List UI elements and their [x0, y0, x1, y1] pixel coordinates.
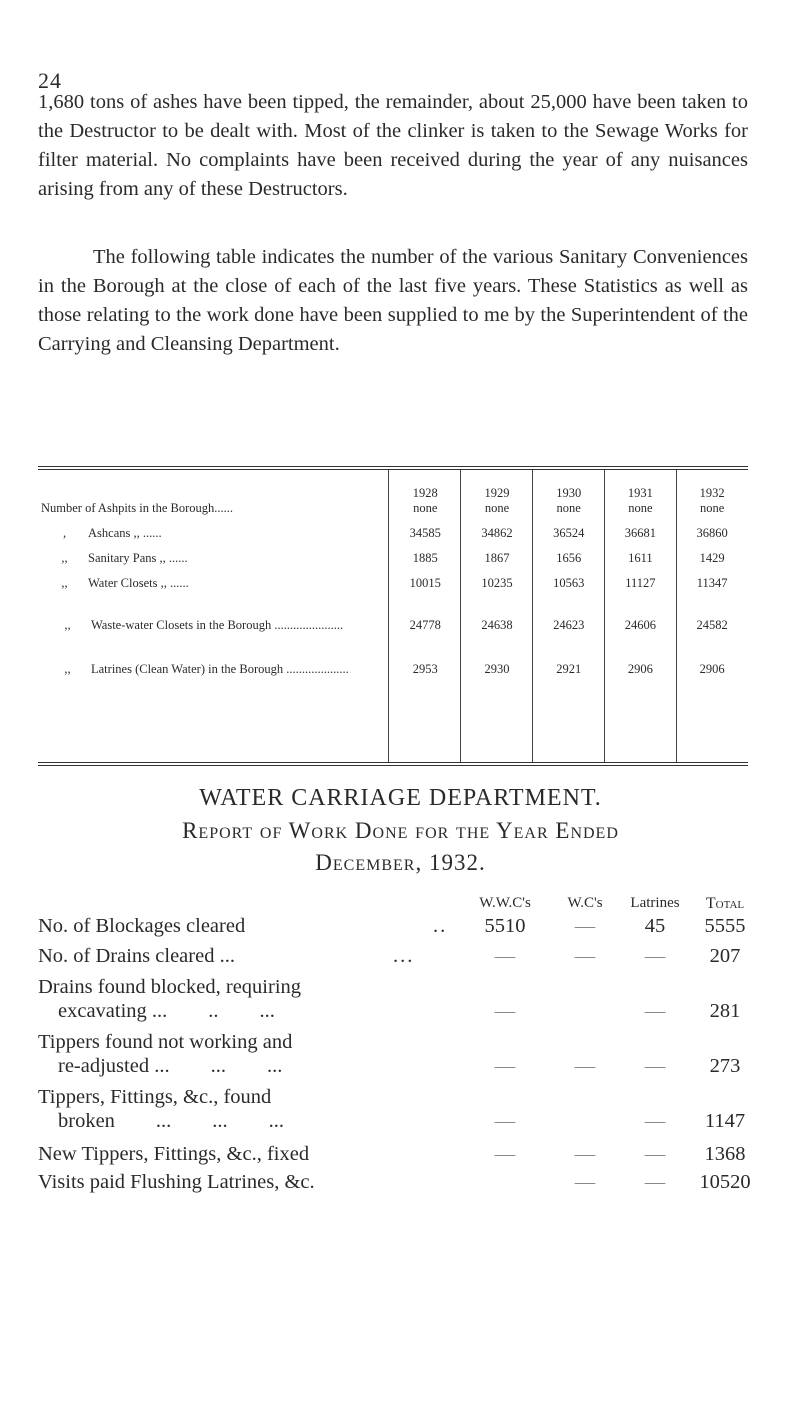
ditto-mark: ,	[62, 526, 67, 540]
table-cell	[38, 470, 389, 516]
row-label-sanitary-pans: Sanitary Pans ,, ......	[88, 551, 188, 565]
cell-wc: —	[574, 915, 596, 937]
row-label	[38, 1030, 458, 1078]
table-cell: 11127	[625, 576, 656, 590]
table-cell: 10015	[409, 576, 441, 590]
table-cell: 1885	[412, 551, 438, 565]
row-label-line1: Drains found blocked, requiring	[38, 976, 302, 998]
table-row	[38, 566, 748, 591]
table-cell: 24623	[553, 618, 585, 632]
cell-value: none	[484, 501, 510, 515]
report-row-visits-flushing	[38, 1170, 758, 1194]
table-cell	[533, 470, 605, 516]
cell-latrines: —	[644, 1055, 666, 1077]
cell-latrines: —	[644, 1110, 666, 1132]
column-header-wwc: W.W.C's	[479, 895, 531, 911]
table-cell: 36681	[624, 526, 657, 540]
report-row-tippers-broken	[38, 1085, 758, 1133]
table-cell: 36860	[696, 526, 728, 540]
table-cell	[38, 591, 389, 633]
cell-wwc: —	[494, 1000, 516, 1022]
row-label-waste-water-closets: Waste-water Closets in the Borough ......................	[91, 618, 344, 632]
table-cell: 2930	[484, 662, 510, 676]
table-cell	[38, 516, 389, 541]
cell-wwc: —	[494, 1143, 516, 1165]
cell-latrines: —	[644, 945, 666, 967]
row-label-line2: re-adjusted ... ... ...	[58, 1055, 283, 1077]
report-row-drains-blocked	[38, 975, 758, 1023]
table-bottom-rule	[38, 762, 748, 763]
table-cell: 11347	[696, 576, 728, 590]
table-cell: 36524	[553, 526, 585, 540]
year-header: 1930	[556, 486, 582, 500]
sanitary-conveniences-table	[38, 470, 748, 677]
row-label-line2: broken ... ... ...	[58, 1110, 285, 1132]
table-cell	[461, 470, 533, 516]
table-cell: 34862	[481, 526, 513, 540]
table-bottom-rule-inner	[38, 765, 748, 766]
row-label-ashcans: Ashcans ,, ......	[88, 526, 162, 540]
cell-total: 273	[709, 1055, 741, 1077]
column-header-latrines: Latrines	[630, 895, 680, 911]
cell-value: none	[556, 501, 581, 515]
row-label-latrines: Latrines (Clean Water) in the Borough ....................	[91, 662, 349, 676]
row-label	[38, 1085, 458, 1133]
row-label-water-closets: Water Closets ,, ......	[88, 576, 189, 590]
cell-latrines: 45	[644, 915, 666, 937]
table-cell: 1867	[484, 551, 510, 565]
table-cell: 2906	[627, 662, 653, 676]
paragraph-destructor: 1,680 tons of ashes have been tipped, the remainder, about 25,000 have been taken to the Destructor to be dealt with. Most of the clinker is taken to the Sewage Works for filter material. No complaints have been received during the year of any nuisances arising from any of these Destructors.	[38, 91, 748, 200]
table-cell: 24778	[409, 618, 441, 632]
page-number: 24	[38, 68, 62, 93]
cell-wwc: 5510	[484, 915, 526, 937]
year-header: 1931	[627, 486, 653, 500]
cell-latrines: —	[644, 1143, 666, 1165]
ditto-mark: ,,	[64, 662, 71, 676]
cell-wc: —	[574, 1171, 596, 1193]
table-cell: 1656	[556, 551, 582, 565]
row-label-ashpits: Number of Ashpits in the Borough......	[41, 501, 234, 515]
table-cell: 1611	[628, 551, 653, 565]
row-label: No. of Drains cleared ...	[38, 945, 235, 967]
table-cell: 2906	[699, 662, 725, 676]
table-cell: 24582	[696, 618, 728, 632]
cell-value: none	[628, 501, 653, 515]
cell-latrines: —	[644, 1171, 666, 1193]
table-cell	[389, 470, 461, 516]
cell-total: 10520	[699, 1171, 751, 1193]
leader-dots: ..	[433, 915, 448, 937]
cell-latrines: —	[644, 1000, 666, 1022]
table-cell: 10563	[553, 576, 585, 590]
cell-total: 5555	[704, 915, 746, 937]
section-heading: WATER CARRIAGE DEPARTMENT.	[199, 785, 602, 811]
report-row-new-tippers	[38, 1142, 758, 1166]
table-top-rule	[38, 466, 748, 467]
column-header-wc: W.C's	[567, 895, 603, 911]
year-header: 1928	[412, 486, 438, 500]
cell-wwc: —	[494, 1055, 516, 1077]
report-row-tippers-readjusted	[38, 1030, 758, 1078]
row-label: New Tippers, Fittings, &c., fixed	[38, 1143, 310, 1165]
report-row-blockages	[38, 914, 758, 938]
table-cell	[676, 470, 748, 516]
row-label	[38, 975, 458, 1023]
row-label-line1: Tippers, Fittings, &c., found	[38, 1086, 272, 1108]
row-label-line1: Tippers found not working and	[38, 1031, 293, 1053]
cell-wwc: —	[494, 945, 516, 967]
year-header: 1932	[699, 486, 725, 500]
cell-total: 281	[709, 1000, 741, 1022]
cell-wc: —	[574, 1055, 596, 1077]
table-row	[38, 633, 748, 677]
cell-wc: —	[574, 1143, 596, 1165]
ditto-mark: ,,	[61, 551, 68, 565]
table-cell	[38, 566, 389, 591]
cell-total: 207	[709, 945, 741, 967]
table-cell: 24638	[481, 618, 513, 632]
cell-value: none	[699, 501, 725, 515]
leader-dots: ...	[393, 945, 415, 967]
table-cell: 2953	[412, 662, 438, 676]
paragraph-table-intro: The following table indicates the number of the various Sanitary Conveniences in the Borough at the close of each of the last five years. These Statistics as well as those relating to the work done have been supplied to me by the Superintendent of the Carrying and Cleansing Department.	[38, 246, 748, 355]
table-row	[38, 516, 748, 541]
table-cell	[38, 541, 389, 566]
table-cell	[605, 470, 677, 516]
ditto-mark: ,,	[64, 618, 71, 632]
cell-total: 1147	[704, 1110, 746, 1132]
ditto-mark: ,,	[61, 576, 68, 590]
table-cell	[38, 633, 389, 677]
year-header: 1929	[484, 486, 510, 500]
table-cell: 10235	[481, 576, 513, 590]
table-cell: 24606	[624, 618, 657, 632]
table-cell: 34585	[409, 526, 441, 540]
cell-total: 1368	[704, 1143, 746, 1165]
table-row	[38, 470, 748, 516]
cell-value: none	[413, 501, 438, 515]
table-cell: 1429	[699, 551, 725, 565]
table-row	[38, 541, 748, 566]
column-header-total: Total	[705, 895, 745, 912]
table-row	[38, 591, 748, 633]
cell-wc: —	[574, 945, 596, 967]
row-label-line2: excavating ... .. ...	[58, 1000, 275, 1022]
cell-wwc: —	[494, 1110, 516, 1132]
report-date: December, 1932.	[315, 850, 486, 875]
table-cell: 2921	[556, 662, 582, 676]
report-subheading: Report of Work Done for the Year Ended	[182, 818, 619, 843]
row-label: Visits paid Flushing Latrines, &c.	[38, 1171, 315, 1193]
report-row-drains-cleared	[38, 944, 758, 968]
row-label: No. of Blockages cleared	[38, 915, 246, 937]
